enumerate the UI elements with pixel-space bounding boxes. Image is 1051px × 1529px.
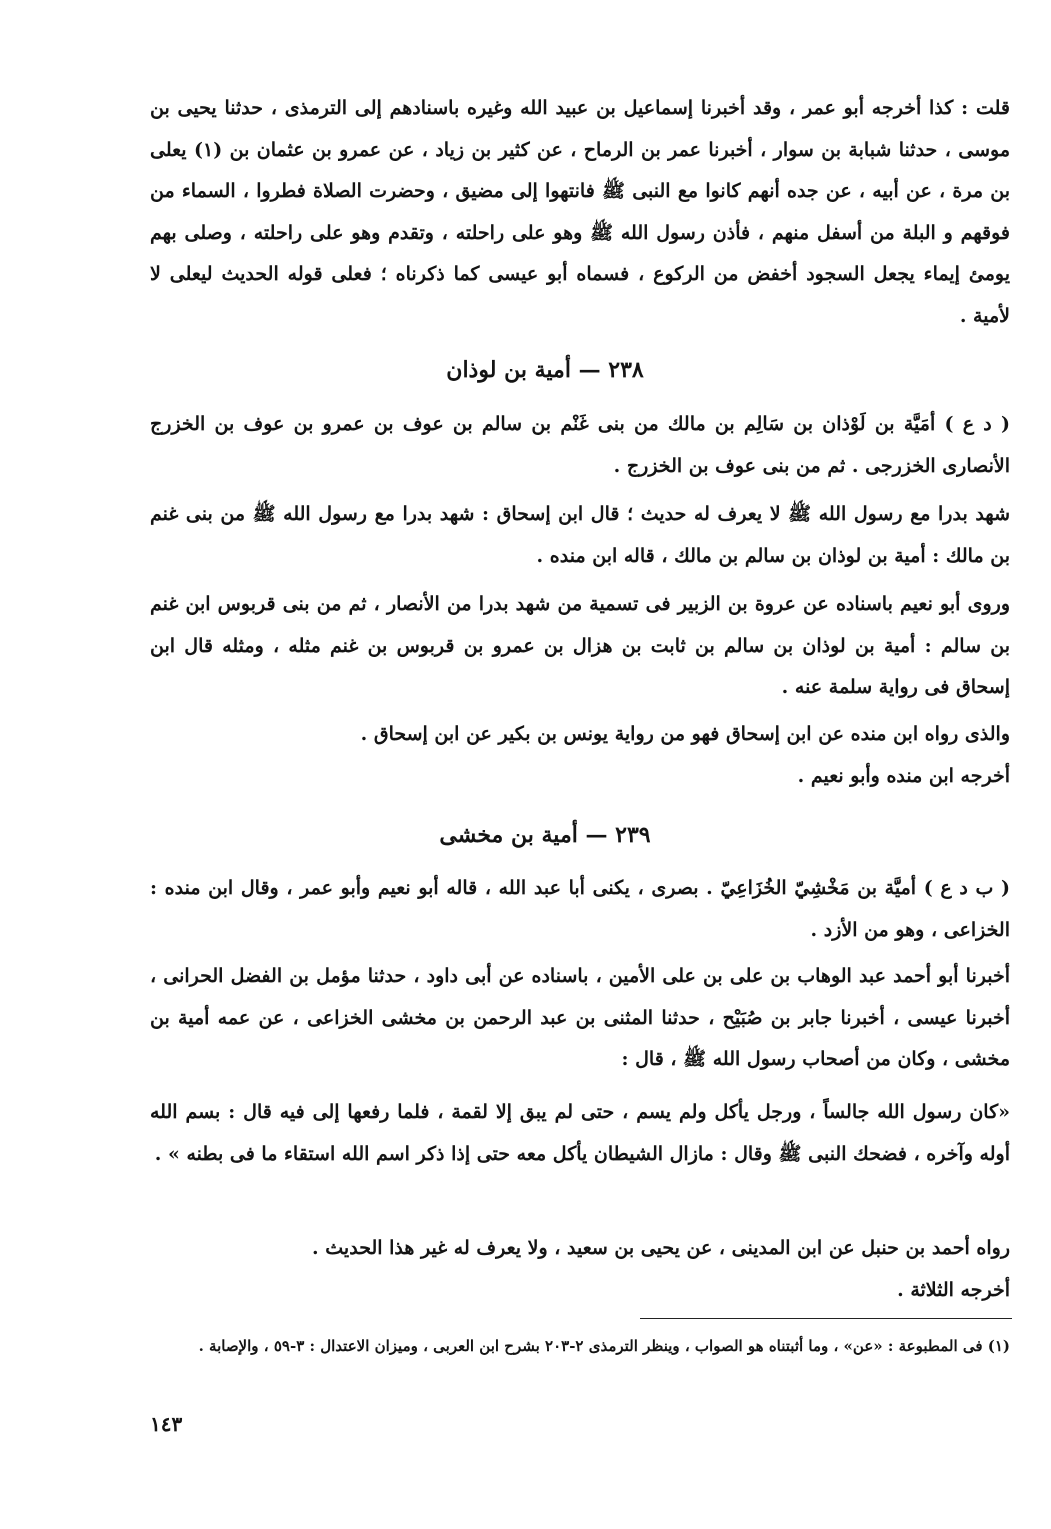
paragraph-entry-238-badr: شهد بدرا مع رسول الله ﷺ لا يعرف له حديث ؛ قال ابن إسحاق : شهد بدرا مع رسول الله ﷺ من بنى غنم بن مالك : أمية بن لوذان بن سالم بن مالك ، قاله ابن منده . [150,503,1010,567]
paragraph-entry-238-abu-nuaym: وروى أبو نعيم باسناده عن عروة بن الزبير فى تسمية من شهد بدرا من الأنصار ، ثم من بنى قربوس ابن غنم بن سالم : أمية بن لوذان بن سالم بن ثابت بن هزال بن عمرو بن قربوس بن غنم مثله ، ومثله قال ابن إسحاق فى رواية سلمة عنه . [150,593,1010,698]
footnote-divider [640,1318,1012,1319]
footnote: (١) فى المطبوعة : «عن» ، وما أثبتناه هو الصواب ، وينظر الترمذى ٢-٢٠٣ بشرح ابن العربى ، وميزان الاعتدال : ٣-٥٩ ، والإصابة . [198,1337,1010,1355]
entry-heading-239: ٢٣٩ — أمية بن مخشى [439,822,651,848]
paragraph-entry-238-intro: ( د ع ) أمَيَّة بن لَوْذان بن سَالِم بن مالك من بنى غَنْم بن سالم بن عوف بن عمرو بن عوف بن الخزرج الأنصارى الخزرجى . ثم من بنى عوف بن الخزرج . [150,413,1010,477]
page-number: ١٤٣ [150,1412,183,1436]
paragraph-entry-238-takhrij: أخرجه ابن منده وأبو نعيم . [797,765,1010,787]
paragraph-entry-239-takhrij: أخرجه الثلاثة . [897,1279,1010,1301]
entry-heading-238: ٢٣٨ — أمية بن لوذان [446,357,644,383]
paragraph-entry-238-ibn-mandah: والذى رواه ابن منده عن ابن إسحاق فهو من رواية يونس بن بكير عن ابن إسحاق . [360,723,1010,745]
paragraph-entry-239-intro: ( ب د ع ) أميَّة بن مَخْشِيّ الخُزَاعِيّ . بصرى ، يكنى أبا عبد الله ، قاله أبو نعيم وأبو عمر ، وقال ابن منده : الخزاعى ، وهو من الأزد . [150,877,1010,941]
paragraph-entry-239-isnad: أخبرنا أبو أحمد عبد الوهاب بن على بن على الأمين ، باسناده عن أبى داود ، حدثنا مؤمل بن الفضل الحرانى ، أخبرنا عيسى ، أخبرنا جابر بن صُبَيْح ، حدثنا المثنى بن عبد الرحمن بن مخشى الخزاعى ، عن عمه أمية بن مخشى ، وكان من أصحاب رسول الله ﷺ ، قال : [150,965,1010,1070]
paragraph-qult: قلت : كذا أخرجه أبو عمر ، وقد أخبرنا إسماعيل بن عبيد الله وغيره باسنادهم إلى الترمذى ، حدثنا يحيى بن موسى ، حدثنا شبابة بن سوار ، أخبرنا عمر بن الرماح ، عن كثير بن زياد ، عن عمرو بن عثمان بن (١) يعلى بن مرة ، عن أبيه ، عن جده أنهم كانوا مع النبى ﷺ فانتهوا إلى مضيق ، وحضرت الصلاة فطروا ، السماء من فوقهم و البلة من أسفل منهم ، فأذن رسول الله ﷺ وهو على راحلته ، وتقدم وهو على راحلته ، وصلى بهم يومئ إيماء يجعل السجود أخفض من الركوع ، فسماه أبو عيسى كما ذكرناه ؛ فعلى قوله الحديث ليعلى لا لأمية . [150,97,1011,327]
paragraph-entry-239-hadith: «كان رسول الله جالساً ، ورجل يأكل ولم يسم ، حتى لم يبق إلا لقمة ، فلما رفعها إلى فيه قال : بسم الله أوله وآخره ، فضحك النبى ﷺ وقال : مازال الشيطان يأكل معه حتى إذا ذكر اسم الله استقاء ما فى بطنه » . [150,1101,1010,1165]
paragraph-entry-239-riwaya: رواه أحمد بن حنبل عن ابن المدينى ، عن يحيى بن سعيد ، ولا يعرف له غير هذا الحديث . [312,1237,1010,1259]
